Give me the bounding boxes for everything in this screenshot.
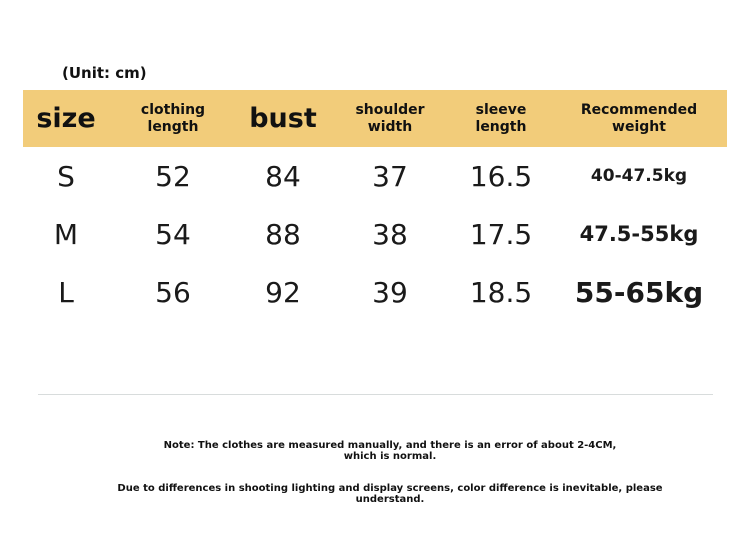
cell-sleeve-length: 17.5 xyxy=(469,217,533,251)
cell-bust: 92 xyxy=(265,275,301,309)
table-row xyxy=(23,147,727,205)
header-bust: bust xyxy=(249,103,317,134)
cell-clothing-length: 52 xyxy=(155,159,191,193)
cell-clothing-length: 56 xyxy=(155,275,191,309)
cell-size: S xyxy=(57,159,75,193)
cell-sleeve-length: 16.5 xyxy=(469,159,533,193)
cell-clothing-length: 54 xyxy=(155,217,191,251)
header-sleeve-length: sleeve length xyxy=(475,101,527,135)
cell-size: L xyxy=(58,275,74,309)
size-chart-table xyxy=(23,90,727,321)
divider xyxy=(38,394,713,395)
header-clothing-length: clothing length xyxy=(140,101,206,135)
cell-weight: 40-47.5kg xyxy=(590,166,688,186)
cell-shoulder-width: 37 xyxy=(372,159,408,193)
cell-size: M xyxy=(53,217,79,251)
cell-sleeve-length: 18.5 xyxy=(469,275,533,309)
cell-weight: 47.5-55kg xyxy=(579,222,699,246)
table-row xyxy=(23,263,727,321)
cell-bust: 88 xyxy=(265,217,301,251)
cell-bust: 84 xyxy=(265,159,301,193)
color-note: Due to differences in shooting lighting and display screens, color difference is inevitable, please understand. xyxy=(117,483,663,505)
table-header-row xyxy=(23,90,727,147)
measurement-note: Note: The clothes are measured manually, and there is an error of about 2-4CM, which is normal. xyxy=(163,440,617,462)
header-size: size xyxy=(36,103,96,134)
cell-weight: 55-65kg xyxy=(574,275,704,309)
header-shoulder-width: shoulder width xyxy=(355,101,425,135)
cell-shoulder-width: 39 xyxy=(372,275,408,309)
table-row xyxy=(23,205,727,263)
cell-shoulder-width: 38 xyxy=(372,217,408,251)
header-recommended-weight: Recommended weight xyxy=(580,101,698,135)
unit-label: (Unit: cm) xyxy=(62,64,147,82)
